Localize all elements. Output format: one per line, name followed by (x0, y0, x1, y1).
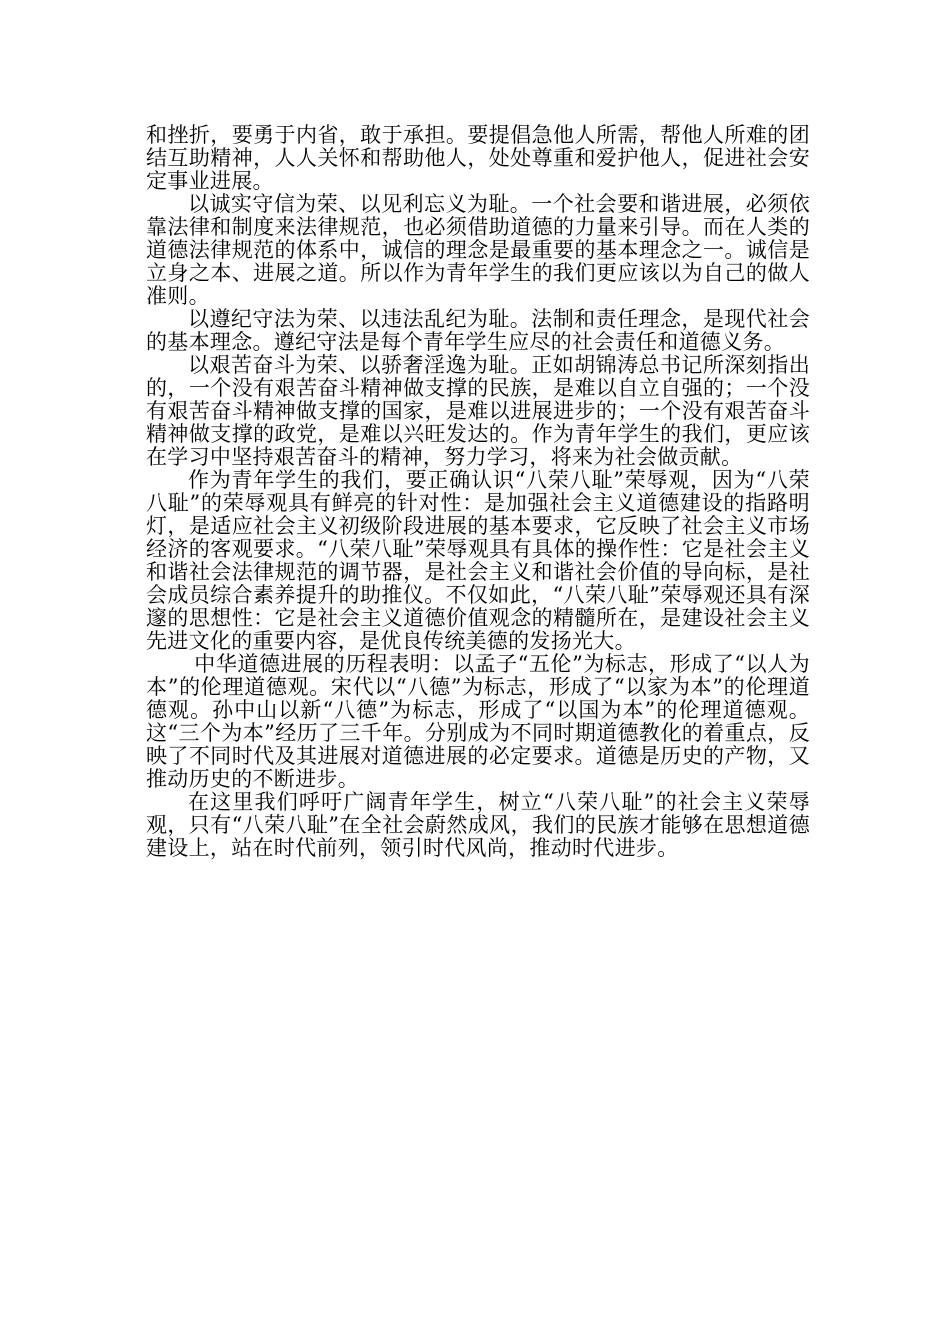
paragraph-moral-history: 中华道德进展的历程表明：以孟子“五伦”为标志，形成了“以人为本”的伦理道德观。宋代以“八德”为标志，形成了“以家为本”的伦理道德观。孙中山以新“八德”为标志，形成了“以国为本”的伦理道德观。这“三个为本”经历了三千年。分别成为不同时期道德教化的着重点，反映了不同时代及其进展对道德进展的必定要求。道德是历史的产物，又推动历史的不断进步。 (146, 652, 810, 791)
paragraph-call-to-action: 在这里我们呼吁广阔青年学生，树立“八荣八耻”的社会主义荣辱观，只有“八荣八耻”在全社会蔚然成风，我们的民族才能够在思想道德建设上，站在时代前列，领引时代风尚，推动时代进步。 (146, 790, 810, 860)
paragraph-honesty: 以诚实守信为荣、以见利忘义为耻。一个社会要和谐进展，必须依靠法律和制度来法律规范，也必须借助道德的力量来引导。而在人类的道德法律规范的体系中，诚信的理念是最重要的基本理念之一。诚信是立身之本、进展之道。所以作为青年学生的我们更应该以为自己的做人准则。 (146, 192, 810, 308)
paragraph-law-abiding: 以遵纪守法为荣、以违法乱纪为耻。法制和责任理念，是现代社会的基本理念。遵纪守法是每个青年学生应尽的社会责任和道德义务。 (146, 307, 810, 354)
paragraph-continuation: 和挫折，要勇于内省，敢于承担。要提倡急他人所需，帮他人所难的团结互助精神，人人关怀和帮助他人，处处尊重和爱护他人，促进社会安定事业进展。 (146, 123, 810, 193)
paragraph-hard-work: 以艰苦奋斗为荣、以骄奢淫逸为耻。正如胡锦涛总书记所深刻指出的，一个没有艰苦奋斗精神做支撑的民族，是难以自立自强的；一个没有艰苦奋斗精神做支撑的国家，是难以进展进步的；一个没有艰苦奋斗精神做支撑的政党，是难以兴旺发达的。作为青年学生的我们，更应该在学习中坚持艰苦奋斗的精神，努力学习，将来为社会做贡献。 (146, 353, 810, 469)
paragraph-eight-honors: 作为青年学生的我们，要正确认识“八荣八耻”荣辱观，因为“八荣八耻”的荣辱观具有鲜亮的针对性：是加强社会主义道德建设的指路明灯，是适应社会主义初级阶段进展的基本要求，它反映了社会主义市场经济的客观要求。“八荣八耻”荣辱观具有具体的操作性：它是社会主义和谐社会法律规范的调节器，是社会主义和谐社会价值的导向标，是社会成员综合素养提升的助推仪。不仅如此，“八荣八耻”荣辱观还具有深邃的思想性：它是社会主义道德价值观念的精髓所在，是建设社会主义先进文化的重要内容，是优良传统美德的发扬光大。 (146, 468, 810, 653)
document-body (146, 124, 810, 860)
